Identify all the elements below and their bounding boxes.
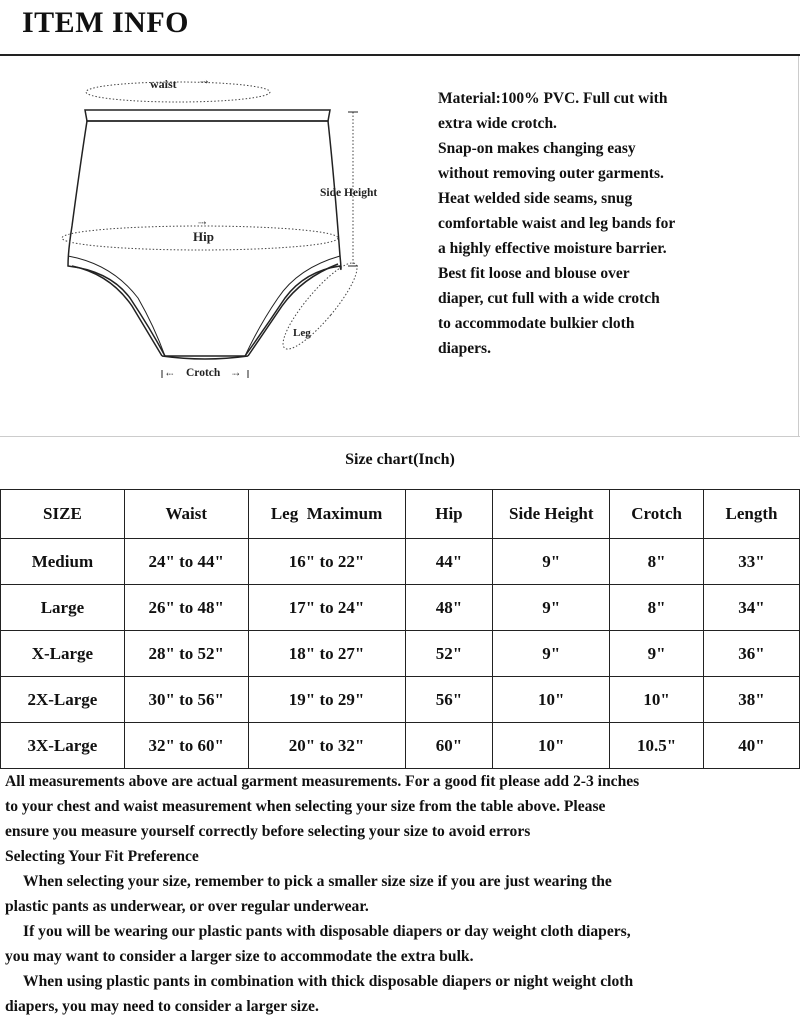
table-cell: 3X-Large [1, 723, 125, 769]
table-cell: 2X-Large [1, 677, 125, 723]
table-cell: 52" [405, 631, 493, 677]
table-row [1, 631, 800, 677]
product-description [438, 86, 788, 361]
waist-label: waist [150, 77, 177, 91]
description-line: diapers. [438, 340, 491, 357]
description-line: diaper, cut full with a wide crotch [438, 290, 660, 307]
table-cell: X-Large [1, 631, 125, 677]
description-line: Material:100% PVC. Full cut with [438, 90, 668, 107]
leg-band-right [248, 264, 338, 356]
waist-band [85, 110, 330, 121]
table-row [1, 539, 800, 585]
notes-line: you may want to consider a larger size to accommodate the extra bulk. [5, 948, 474, 965]
table-cell: 48" [405, 585, 493, 631]
page-title: ITEM INFO [22, 6, 190, 39]
leg-band-left [72, 266, 162, 356]
table-cell: 30" to 56" [124, 677, 248, 723]
table-cell: 44" [405, 539, 493, 585]
table-cell: 32" to 60" [124, 723, 248, 769]
column-header: Leg Maximum [248, 490, 405, 539]
right-edge-line [798, 56, 799, 436]
crotch-arrow-left-icon: ⇠ [166, 370, 174, 380]
table-cell: 28" to 52" [124, 631, 248, 677]
table-cell: 36" [704, 631, 800, 677]
notes-line: When selecting your size, remember to pick a smaller size size if you are just wearing the [23, 873, 612, 890]
page-header [0, 0, 800, 56]
description-line: to accommodate bulkier cloth [438, 315, 635, 332]
crotch-label: Crotch [186, 367, 221, 379]
notes-line: All measurements above are actual garment measurements. For a good fit please add 2-3 inches [5, 773, 640, 790]
description-line: extra wide crotch. [438, 115, 557, 132]
table-header-row [1, 490, 800, 539]
table-cell: 9" [493, 539, 610, 585]
fit-preference-heading: Selecting Your Fit Preference [5, 848, 199, 865]
table-cell: 19" to 29" [248, 677, 405, 723]
table-cell: 33" [704, 539, 800, 585]
garment-measurement-diagram [50, 66, 400, 396]
size-chart-table [0, 489, 800, 769]
side-height-label: Side Height [320, 187, 378, 199]
notes-line: ensure you measure yourself correctly before selecting your size to avoid errors [5, 823, 531, 840]
table-cell: 8" [610, 539, 704, 585]
table-cell: 24" to 44" [124, 539, 248, 585]
leg-label: Leg [293, 327, 311, 339]
description-line: Snap-on makes changing easy [438, 140, 636, 157]
table-row [1, 723, 800, 769]
fit-notes [5, 769, 800, 1019]
column-header: Waist [124, 490, 248, 539]
hip-label: Hip [193, 229, 214, 244]
size-chart-title: Size chart(Inch) [345, 451, 455, 468]
table-cell: 8" [610, 585, 704, 631]
table-cell: 9" [610, 631, 704, 677]
table-cell: 38" [704, 677, 800, 723]
table-cell: 10" [610, 677, 704, 723]
column-header: Crotch [610, 490, 704, 539]
table-cell: 20" to 32" [248, 723, 405, 769]
column-header: Hip [405, 490, 493, 539]
section-divider [0, 436, 800, 437]
table-cell: 10" [493, 677, 610, 723]
notes-line: plastic pants as underwear, or over regular underwear. [5, 898, 369, 915]
hip-arrow-icon: ⇢ [198, 218, 207, 229]
notes-line: If you will be wearing our plastic pants with disposable diapers or day weight cloth diapers, [23, 923, 631, 940]
crotch-arrow-right-icon: ⇢ [232, 370, 240, 380]
description-line: without removing outer garments. [438, 165, 664, 182]
table-cell: 9" [493, 585, 610, 631]
table-cell: 10.5" [610, 723, 704, 769]
description-line: Heat welded side seams, snug [438, 190, 633, 207]
column-header: Length [704, 490, 800, 539]
table-cell: 26" to 48" [124, 585, 248, 631]
table-cell: 34" [704, 585, 800, 631]
leg-band-left-outer [68, 256, 165, 356]
table-cell: 17" to 24" [248, 585, 405, 631]
table-cell: 16" to 22" [248, 539, 405, 585]
description-line: a highly effective moisture barrier. [438, 240, 667, 257]
column-header: Side Height [493, 490, 610, 539]
leg-band-right-outer [245, 256, 340, 356]
table-row [1, 585, 800, 631]
waist-measure-ellipse [86, 82, 270, 102]
notes-line: When using plastic pants in combination with thick disposable diapers or night weight cloth [23, 973, 634, 990]
waist-arrow-icon: ⇢ [200, 77, 209, 88]
description-line: comfortable waist and leg bands for [438, 215, 676, 232]
table-cell: 40" [704, 723, 800, 769]
table-cell: 56" [405, 677, 493, 723]
table-cell: Large [1, 585, 125, 631]
description-line: Best fit loose and blouse over [438, 265, 630, 282]
table-row [1, 677, 800, 723]
notes-line: to your chest and waist measurement when selecting your size from the table above. Please [5, 798, 606, 815]
table-cell: 10" [493, 723, 610, 769]
table-cell: 60" [405, 723, 493, 769]
table-cell: 9" [493, 631, 610, 677]
table-cell: 18" to 27" [248, 631, 405, 677]
column-header: SIZE [1, 490, 125, 539]
notes-line: diapers, you may need to consider a larger size. [5, 998, 319, 1015]
leg-measure-ellipse [274, 255, 366, 357]
header-divider [0, 54, 800, 56]
table-cell: Medium [1, 539, 125, 585]
